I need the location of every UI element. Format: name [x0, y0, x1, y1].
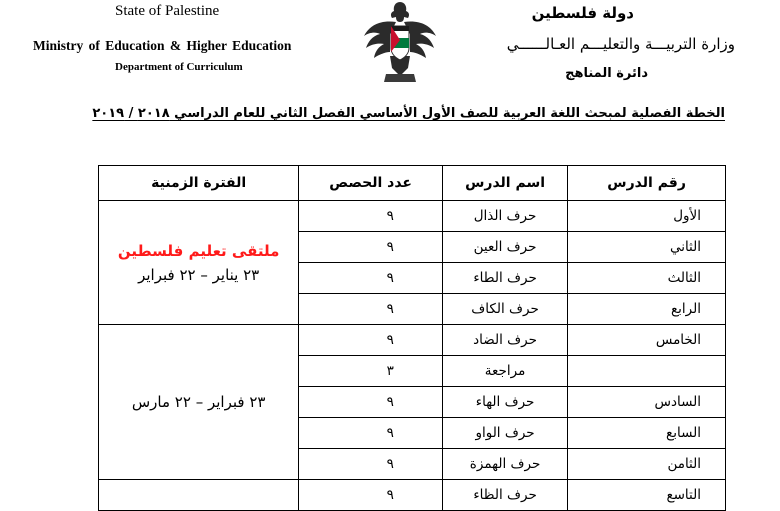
- lesson-number-cell: السادس: [568, 387, 726, 418]
- session-count-cell: ٩: [299, 232, 443, 263]
- session-count-cell: ٩: [299, 263, 443, 294]
- lesson-number-cell: الأول: [568, 201, 726, 232]
- lesson-number-cell: الخامس: [568, 325, 726, 356]
- arabic-ministry-name: وزارة التربيـــة والتعليـــم العـالــــــي: [506, 35, 735, 53]
- lesson-number-cell: الثاني: [568, 232, 726, 263]
- period-range-text: ٢٣ فبراير – ٢٢ مارس: [131, 393, 266, 411]
- session-count-cell: ٣: [299, 356, 443, 387]
- header-period: الفترة الزمنية: [99, 166, 299, 201]
- arabic-department-name: دائرة المناهج: [565, 66, 648, 81]
- session-count-cell: ٩: [299, 449, 443, 480]
- lesson-name-cell: حرف الهمزة: [442, 449, 567, 480]
- session-count-cell: ٩: [299, 480, 443, 511]
- lesson-name-cell: حرف الكاف: [442, 294, 567, 325]
- header-lesson-name: اسم الدرس: [442, 166, 567, 201]
- table-row: [99, 480, 726, 511]
- table-row: [99, 201, 726, 232]
- arabic-state-name: دولة فلسطين: [531, 4, 634, 22]
- palestine-eagle-emblem: [360, 0, 440, 85]
- lesson-name-cell: حرف الواو: [442, 418, 567, 449]
- header-lesson-number: رقم الدرس: [568, 166, 726, 201]
- english-department-name: Department of Curriculum: [115, 61, 243, 73]
- lesson-plan-table: [98, 165, 726, 511]
- period-cell: [99, 325, 299, 480]
- lesson-name-cell: حرف الطاء: [442, 263, 567, 294]
- lesson-name-cell: حرف الذال: [442, 201, 567, 232]
- plan-title: الخطة الفصلية لمبحث اللغة العربية للصف الأول الأساسي الفصل الثاني للعام الدراسي ٢٠١٨ / ٢٠١٩: [92, 106, 725, 121]
- session-count-cell: ٩: [299, 201, 443, 232]
- lesson-name-cell: مراجعة: [442, 356, 567, 387]
- lesson-name-cell: حرف الضاد: [442, 325, 567, 356]
- period-highlight-text: ملتقى تعليم فلسطين: [117, 241, 280, 260]
- table-row: [99, 325, 726, 356]
- lesson-number-cell: الثامن: [568, 449, 726, 480]
- lesson-number-cell: الثالث: [568, 263, 726, 294]
- session-count-cell: ٩: [299, 325, 443, 356]
- lesson-name-cell: حرف الظاء: [442, 480, 567, 511]
- period-cell: [99, 480, 299, 511]
- lesson-number-cell: الرابع: [568, 294, 726, 325]
- table-header-row: [99, 166, 726, 201]
- period-range-text: ٢٣ يناير – ٢٢ فبراير: [138, 265, 260, 284]
- session-count-cell: ٩: [299, 294, 443, 325]
- lesson-number-cell: السابع: [568, 418, 726, 449]
- english-ministry-name: Ministry of Education & Higher Education: [33, 38, 292, 53]
- lesson-number-cell: التاسع: [568, 480, 726, 511]
- session-count-cell: ٩: [299, 387, 443, 418]
- lesson-number-cell: [568, 356, 726, 387]
- lesson-name-cell: حرف العين: [442, 232, 567, 263]
- session-count-cell: ٩: [299, 418, 443, 449]
- header-session-count: عدد الحصص: [299, 166, 443, 201]
- period-cell: [99, 201, 299, 325]
- english-state-name: State of Palestine: [115, 3, 220, 19]
- lesson-name-cell: حرف الهاء: [442, 387, 567, 418]
